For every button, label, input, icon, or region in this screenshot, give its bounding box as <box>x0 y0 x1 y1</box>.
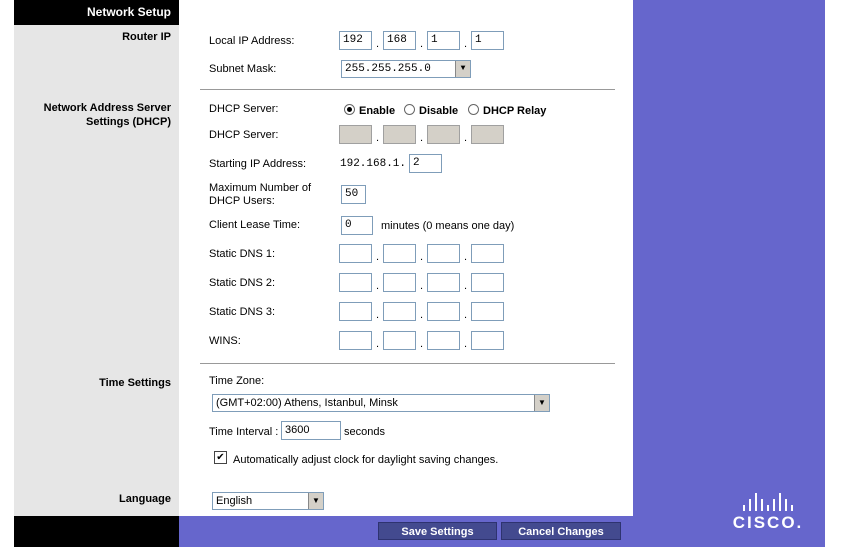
cisco-logo <box>726 491 810 533</box>
dns3-label: Static DNS 3: <box>209 306 276 318</box>
dns1-octet-3[interactable] <box>427 244 460 263</box>
local-ip-octet-3[interactable]: 1 <box>427 31 460 50</box>
dot: . <box>376 251 380 263</box>
left-sidebar <box>14 0 179 516</box>
max-users-label-line-1: Maximum Number of <box>209 182 312 194</box>
local-ip-label: Local IP Address: <box>209 35 295 47</box>
footer-left <box>14 516 179 547</box>
local-ip-octet-2[interactable]: 168 <box>383 31 416 50</box>
cisco-wordmark: CISCO. <box>732 513 804 532</box>
max-users-label <box>209 182 311 208</box>
relay-octet-1[interactable] <box>339 125 372 144</box>
brand-panel <box>633 0 825 547</box>
dot: . <box>464 280 468 292</box>
save-settings-button[interactable]: Save Settings <box>378 522 497 540</box>
starting-ip-prefix: 192.168.1. <box>340 158 407 170</box>
dhcp-heading <box>14 101 171 129</box>
divider <box>200 89 615 91</box>
dhcp-disable-label: Disable <box>419 105 459 117</box>
dot: . <box>420 251 424 263</box>
dns2-label: Static DNS 2: <box>209 277 276 289</box>
max-users-input[interactable]: 50 <box>341 185 366 204</box>
time-interval-label: Time Interval : <box>209 426 279 438</box>
section-title: Network Setup <box>86 5 171 19</box>
relay-octet-3[interactable] <box>427 125 460 144</box>
dns2-octet-4[interactable] <box>471 273 504 292</box>
dhcp-heading-text: Network Address Server Settings (DHCP) <box>43 102 171 128</box>
subnet-mask-label: Subnet Mask: <box>209 63 277 75</box>
wins-octet-3[interactable] <box>427 331 460 350</box>
dhcp-enable-radio[interactable] <box>344 103 395 117</box>
time-interval-unit: seconds <box>344 426 385 438</box>
chevron-down-icon: ▼ <box>534 395 549 411</box>
wins-octet-1[interactable] <box>339 331 372 350</box>
time-zone-value: (GMT+02:00) Athens, Istanbul, Minsk <box>216 397 398 409</box>
lease-time-input[interactable]: 0 <box>341 216 373 235</box>
cisco-bars-icon <box>726 491 810 511</box>
wins-octet-2[interactable] <box>383 331 416 350</box>
starting-ip-last-octet[interactable]: 2 <box>409 154 442 173</box>
radio-selected-icon <box>344 104 355 115</box>
dns1-label: Static DNS 1: <box>209 248 276 260</box>
local-ip-octet-4[interactable]: 1 <box>471 31 504 50</box>
dns1-octet-1[interactable] <box>339 244 372 263</box>
cancel-changes-button[interactable]: Cancel Changes <box>501 522 621 540</box>
dns3-octet-4[interactable] <box>471 302 504 321</box>
router-ip-heading: Router IP <box>122 31 171 43</box>
dns2-octet-1[interactable] <box>339 273 372 292</box>
dot: . <box>464 338 468 350</box>
dns2-octet-2[interactable] <box>383 273 416 292</box>
time-interval-input[interactable]: 3600 <box>281 421 341 440</box>
dot: . <box>464 132 468 144</box>
dot: . <box>376 132 380 144</box>
dhcp-disable-radio[interactable] <box>404 103 458 117</box>
dns3-octet-3[interactable] <box>427 302 460 321</box>
starting-ip-label: Starting IP Address: <box>209 158 307 170</box>
language-value: English <box>216 495 253 507</box>
dst-label: Automatically adjust clock for daylight saving changes. <box>233 454 499 466</box>
dhcp-relay-radio[interactable] <box>468 103 546 117</box>
dns2-octet-3[interactable] <box>427 273 460 292</box>
wins-octet-4[interactable] <box>471 331 504 350</box>
radio-icon <box>468 104 479 115</box>
chevron-down-icon: ▼ <box>308 493 323 509</box>
dhcp-server-label: DHCP Server: <box>209 103 279 115</box>
dot: . <box>376 38 380 50</box>
checkmark-icon: ✔ <box>216 452 225 463</box>
dot: . <box>420 309 424 321</box>
max-users-label-line-2: DHCP Users: <box>209 195 275 207</box>
local-ip-octet-1[interactable]: 192 <box>339 31 372 50</box>
lease-time-hint: minutes (0 means one day) <box>381 220 515 232</box>
relay-server-label: DHCP Server: <box>209 129 279 141</box>
dst-checkbox[interactable] <box>214 451 227 464</box>
dns1-octet-4[interactable] <box>471 244 504 263</box>
dhcp-relay-label: DHCP Relay <box>483 105 547 117</box>
language-select[interactable] <box>212 492 324 510</box>
chevron-down-icon: ▼ <box>455 61 470 77</box>
subnet-mask-value: 255.255.255.0 <box>345 63 431 75</box>
subnet-mask-select[interactable] <box>341 60 471 78</box>
dot: . <box>376 309 380 321</box>
language-heading: Language <box>119 493 171 505</box>
dns3-octet-2[interactable] <box>383 302 416 321</box>
relay-octet-4[interactable] <box>471 125 504 144</box>
dot: . <box>376 280 380 292</box>
dns1-octet-2[interactable] <box>383 244 416 263</box>
time-zone-select[interactable] <box>212 394 550 412</box>
dot: . <box>464 38 468 50</box>
radio-icon <box>404 104 415 115</box>
time-heading: Time Settings <box>99 377 171 389</box>
lease-time-label: Client Lease Time: <box>209 219 301 231</box>
dns3-octet-1[interactable] <box>339 302 372 321</box>
divider <box>200 363 615 365</box>
time-zone-label: Time Zone: <box>209 375 265 387</box>
dhcp-enable-label: Enable <box>359 105 396 117</box>
section-header <box>14 0 179 25</box>
dot: . <box>420 132 424 144</box>
dot: . <box>420 338 424 350</box>
dot: . <box>376 338 380 350</box>
dot: . <box>420 280 424 292</box>
dot: . <box>464 309 468 321</box>
relay-octet-2[interactable] <box>383 125 416 144</box>
dot: . <box>464 251 468 263</box>
wins-label: WINS: <box>209 335 241 347</box>
dot: . <box>420 38 424 50</box>
